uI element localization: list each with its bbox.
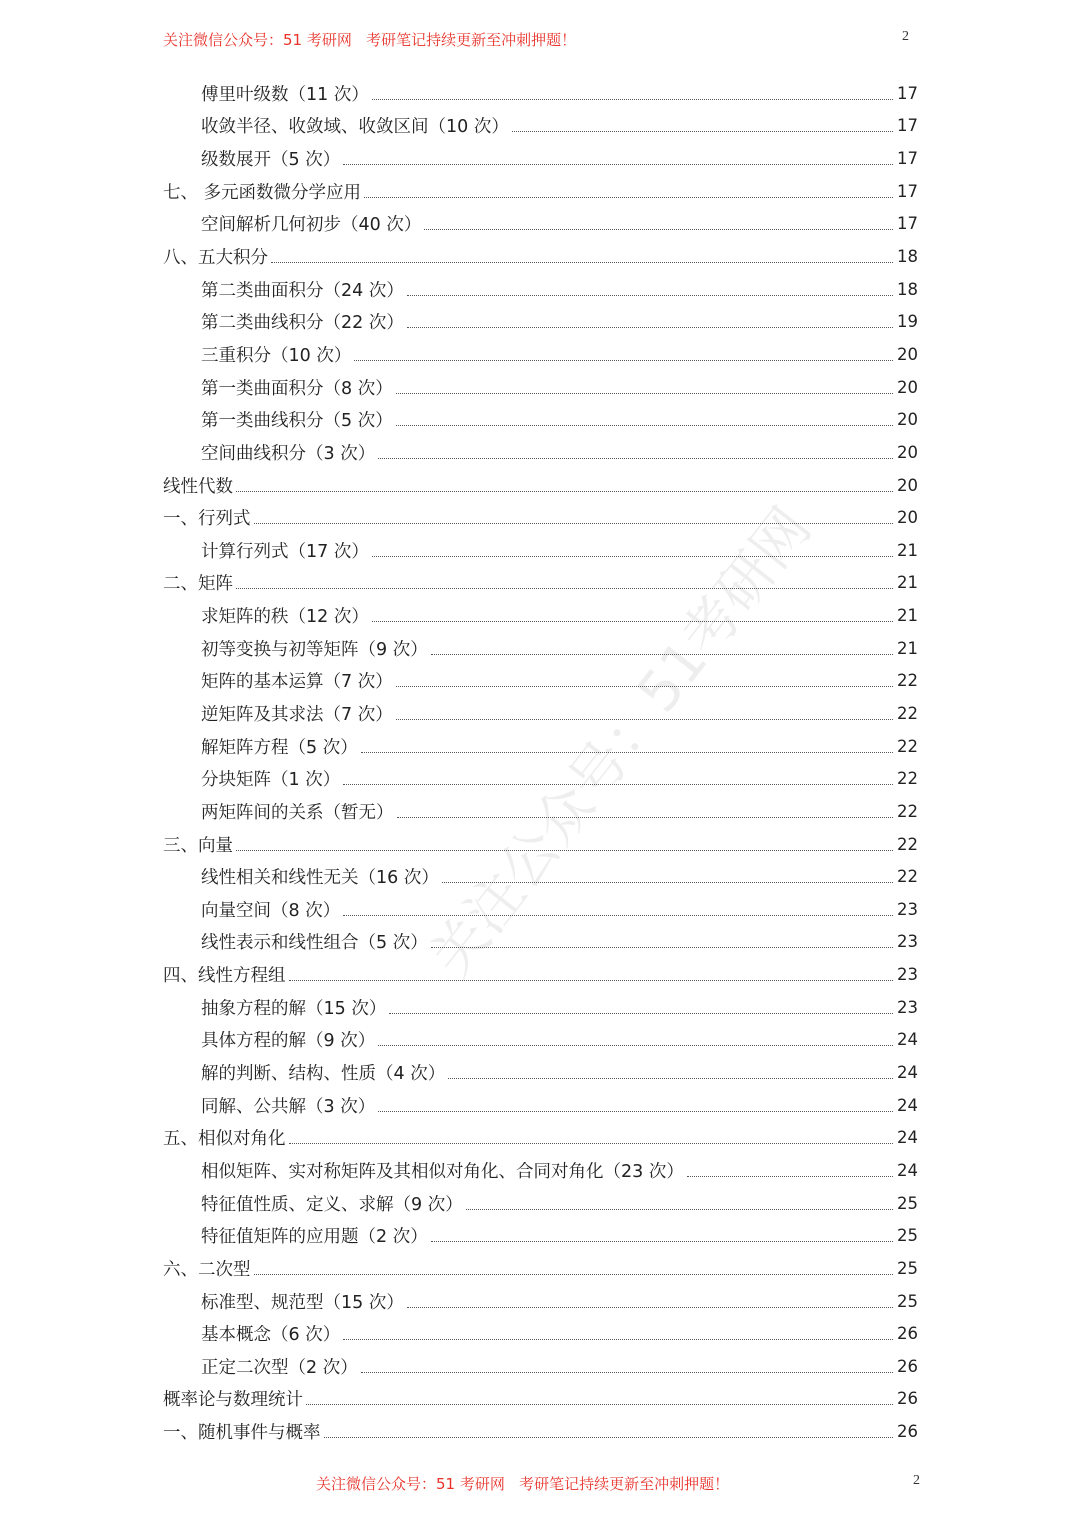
dot-leader (324, 1437, 894, 1438)
dot-leader (512, 131, 893, 132)
toc-entry-title: 两矩阵间的关系（暂无） (201, 802, 394, 823)
dot-leader (407, 295, 893, 296)
dot-leader (396, 686, 893, 687)
toc-entry-title: 特征值矩阵的应用题（2 次） (201, 1227, 428, 1248)
toc-entry[interactable] (163, 1219, 918, 1252)
toc-entry-page-number: 23 (897, 997, 918, 1017)
table-of-contents (163, 77, 918, 1448)
dot-leader (431, 654, 893, 655)
toc-entry-title: 分块矩阵（1 次） (201, 770, 341, 791)
toc-entry-page-number: 21 (897, 573, 918, 593)
dot-leader (389, 1013, 893, 1014)
toc-entry-title: 第一类曲面积分（8 次） (201, 378, 393, 399)
dot-leader (372, 99, 893, 100)
dot-leader (289, 980, 894, 981)
toc-entry-page-number: 26 (897, 1356, 918, 1376)
toc-entry-title: 解的判断、结构、性质（4 次） (201, 1064, 446, 1085)
toc-entry-page-number: 18 (897, 247, 918, 267)
toc-entry-title: 线性代数 (163, 476, 233, 497)
toc-entry-title: 逆矩阵及其求法（7 次） (201, 704, 393, 725)
toc-entry-title: 空间解析几何初步（40 次） (201, 215, 422, 236)
dot-leader (306, 1404, 893, 1405)
toc-entry[interactable] (163, 1089, 918, 1122)
dot-leader (361, 752, 893, 753)
toc-entry[interactable] (163, 1024, 918, 1057)
page-header (163, 29, 923, 53)
toc-entry[interactable] (163, 1415, 918, 1448)
dot-leader (466, 1209, 893, 1210)
toc-entry-page-number: 22 (897, 834, 918, 854)
toc-entry-page-number: 25 (897, 1258, 918, 1278)
dot-leader (442, 882, 893, 883)
footer-promo-text: 关注微信公众号：51 考研网 考研笔记持续更新至冲刺押题！ (316, 1475, 730, 1493)
toc-entry-page-number: 17 (897, 214, 918, 234)
toc-entry[interactable] (163, 632, 918, 665)
toc-entry[interactable] (163, 1285, 918, 1318)
dot-leader (396, 719, 893, 720)
toc-entry-title: 一、随机事件与概率 (163, 1423, 321, 1444)
dot-leader (236, 491, 893, 492)
toc-entry-title: 抽象方程的解（15 次） (201, 998, 387, 1019)
watermark: 关注公众号：51考研网 (418, 496, 824, 990)
toc-entry-title: 第一类曲线积分（5 次） (201, 411, 393, 432)
toc-entry-page-number: 26 (897, 1324, 918, 1344)
dot-leader (372, 621, 893, 622)
toc-entry[interactable] (163, 926, 918, 959)
toc-entry-page-number: 20 (897, 377, 918, 397)
toc-entry-page-number: 20 (897, 410, 918, 430)
dot-leader (424, 229, 893, 230)
toc-entry[interactable] (163, 860, 918, 893)
toc-entry[interactable] (163, 599, 918, 632)
dot-leader (361, 1372, 893, 1373)
toc-entry-title: 标准型、规范型（15 次） (201, 1292, 404, 1313)
toc-entry-page-number: 24 (897, 1128, 918, 1148)
toc-entry-page-number: 17 (897, 181, 918, 201)
toc-entry-page-number: 21 (897, 606, 918, 626)
toc-entry-title: 同解、公共解（3 次） (201, 1096, 376, 1117)
toc-entry-title: 向量空间（8 次） (201, 900, 341, 921)
dot-leader (687, 1176, 893, 1177)
dot-leader (254, 1274, 894, 1275)
toc-entry[interactable] (163, 273, 918, 306)
toc-entry-title: 三、向量 (163, 835, 233, 856)
toc-entry[interactable] (163, 305, 918, 338)
dot-leader (407, 327, 893, 328)
toc-entry-title: 求矩阵的秩（12 次） (201, 607, 369, 628)
dot-leader (236, 850, 893, 851)
toc-entry-page-number: 22 (897, 736, 918, 756)
dot-leader (254, 523, 894, 524)
toc-entry-title: 五、相似对角化 (163, 1129, 286, 1150)
toc-entry[interactable] (163, 77, 918, 110)
toc-entry-title: 第二类曲面积分（24 次） (201, 280, 404, 301)
toc-entry[interactable] (163, 240, 918, 273)
toc-entry-title: 八、五大积分 (163, 248, 268, 269)
toc-entry-page-number: 17 (897, 83, 918, 103)
toc-entry[interactable] (163, 665, 918, 698)
dot-leader (431, 1241, 893, 1242)
toc-entry-title: 计算行列式（17 次） (201, 541, 369, 562)
toc-entry-title: 初等变换与初等矩阵（9 次） (201, 639, 428, 660)
toc-entry-title: 六、二次型 (163, 1259, 251, 1280)
toc-entry[interactable] (163, 828, 918, 861)
toc-entry-title: 正定二次型（2 次） (201, 1357, 358, 1378)
toc-entry-page-number: 21 (897, 540, 918, 560)
toc-entry-page-number: 22 (897, 867, 918, 887)
dot-leader (448, 1078, 893, 1079)
page-footer (316, 1473, 920, 1497)
toc-entry-title: 概率论与数理统计 (163, 1390, 303, 1411)
toc-entry[interactable] (163, 795, 918, 828)
toc-entry[interactable] (163, 1383, 918, 1416)
toc-entry[interactable] (163, 534, 918, 567)
header-promo-text: 关注微信公众号：51 考研网 考研笔记持续更新至冲刺押题！ (163, 31, 577, 49)
toc-entry-page-number: 22 (897, 769, 918, 789)
toc-entry[interactable] (163, 436, 918, 469)
dot-leader (378, 1045, 893, 1046)
toc-entry-page-number: 17 (897, 149, 918, 169)
toc-entry-page-number: 20 (897, 344, 918, 364)
toc-entry-page-number: 17 (897, 116, 918, 136)
toc-entry-title: 第二类曲线积分（22 次） (201, 313, 404, 334)
toc-entry[interactable] (163, 1252, 918, 1285)
toc-entry-page-number: 20 (897, 442, 918, 462)
dot-leader (289, 1143, 894, 1144)
dot-leader (407, 1307, 893, 1308)
toc-entry[interactable] (163, 1187, 918, 1220)
toc-entry[interactable] (163, 991, 918, 1024)
toc-entry[interactable] (163, 958, 918, 991)
toc-entry-page-number: 23 (897, 899, 918, 919)
toc-entry[interactable] (163, 501, 918, 534)
toc-entry[interactable] (163, 1154, 918, 1187)
toc-entry-page-number: 22 (897, 801, 918, 821)
toc-entry-page-number: 20 (897, 475, 918, 495)
toc-entry-title: 一、行列式 (163, 509, 251, 530)
toc-entry[interactable] (163, 469, 918, 502)
toc-entry-page-number: 21 (897, 638, 918, 658)
dot-leader (378, 1111, 893, 1112)
toc-entry[interactable] (163, 110, 918, 143)
toc-entry-title: 三重积分（10 次） (201, 345, 352, 366)
toc-entry[interactable] (163, 371, 918, 404)
dot-leader (396, 425, 893, 426)
header-page-number: 2 (902, 29, 909, 44)
toc-entry[interactable] (163, 1122, 918, 1155)
toc-entry-title: 七、 多元函数微分学应用 (163, 182, 362, 203)
toc-entry[interactable] (163, 1317, 918, 1350)
dot-leader (343, 784, 893, 785)
toc-entry-page-number: 24 (897, 1063, 918, 1083)
toc-entry-title: 收敛半径、收敛域、收敛区间（10 次） (201, 117, 509, 138)
toc-entry-title: 空间曲线积分（3 次） (201, 443, 376, 464)
toc-entry-page-number: 24 (897, 1095, 918, 1115)
toc-entry-title: 矩阵的基本运算（7 次） (201, 672, 393, 693)
dot-leader (397, 817, 894, 818)
toc-entry-title: 线性表示和线性组合（5 次） (201, 933, 428, 954)
toc-entry-title: 解矩阵方程（5 次） (201, 737, 358, 758)
toc-entry-title: 级数展开（5 次） (201, 150, 341, 171)
dot-leader (378, 458, 893, 459)
toc-entry-page-number: 22 (897, 671, 918, 691)
toc-entry-page-number: 25 (897, 1193, 918, 1213)
toc-entry-page-number: 23 (897, 932, 918, 952)
toc-entry[interactable] (163, 338, 918, 371)
dot-leader (372, 556, 893, 557)
dot-leader (343, 164, 893, 165)
dot-leader (343, 915, 893, 916)
toc-entry-page-number: 24 (897, 1030, 918, 1050)
toc-entry-page-number: 22 (897, 703, 918, 723)
toc-entry[interactable] (163, 762, 918, 795)
toc-entry[interactable] (163, 208, 918, 241)
toc-entry[interactable] (163, 893, 918, 926)
dot-leader (396, 393, 893, 394)
toc-entry-title: 线性相关和线性无关（16 次） (201, 868, 439, 889)
toc-entry[interactable] (163, 697, 918, 730)
toc-entry-page-number: 18 (897, 279, 918, 299)
toc-entry-page-number: 20 (897, 508, 918, 528)
toc-entry[interactable] (163, 1056, 918, 1089)
dot-leader (271, 262, 893, 263)
toc-entry[interactable] (163, 567, 918, 600)
dot-leader (236, 588, 893, 589)
toc-entry-page-number: 26 (897, 1422, 918, 1442)
toc-entry-title: 具体方程的解（9 次） (201, 1031, 376, 1052)
toc-entry[interactable] (163, 1350, 918, 1383)
toc-entry-page-number: 25 (897, 1291, 918, 1311)
toc-entry-title: 傅里叶级数（11 次） (201, 84, 369, 105)
toc-entry-page-number: 19 (897, 312, 918, 332)
toc-entry-page-number: 25 (897, 1226, 918, 1246)
dot-leader (343, 1339, 893, 1340)
toc-entry-title: 特征值性质、定义、求解（9 次） (201, 1194, 463, 1215)
toc-entry-title: 二、矩阵 (163, 574, 233, 595)
toc-entry[interactable] (163, 730, 918, 763)
toc-entry-page-number: 24 (897, 1160, 918, 1180)
dot-leader (431, 947, 893, 948)
dot-leader (364, 197, 893, 198)
toc-entry[interactable] (163, 175, 918, 208)
toc-entry-title: 四、线性方程组 (163, 966, 286, 987)
toc-entry-page-number: 26 (897, 1389, 918, 1409)
toc-entry[interactable] (163, 142, 918, 175)
dot-leader (354, 360, 893, 361)
toc-entry-title: 基本概念（6 次） (201, 1325, 341, 1346)
toc-entry-page-number: 23 (897, 965, 918, 985)
footer-page-number: 2 (913, 1473, 920, 1488)
toc-entry[interactable] (163, 403, 918, 436)
toc-entry-title: 相似矩阵、实对称矩阵及其相似对角化、合同对角化（23 次） (201, 1161, 684, 1182)
